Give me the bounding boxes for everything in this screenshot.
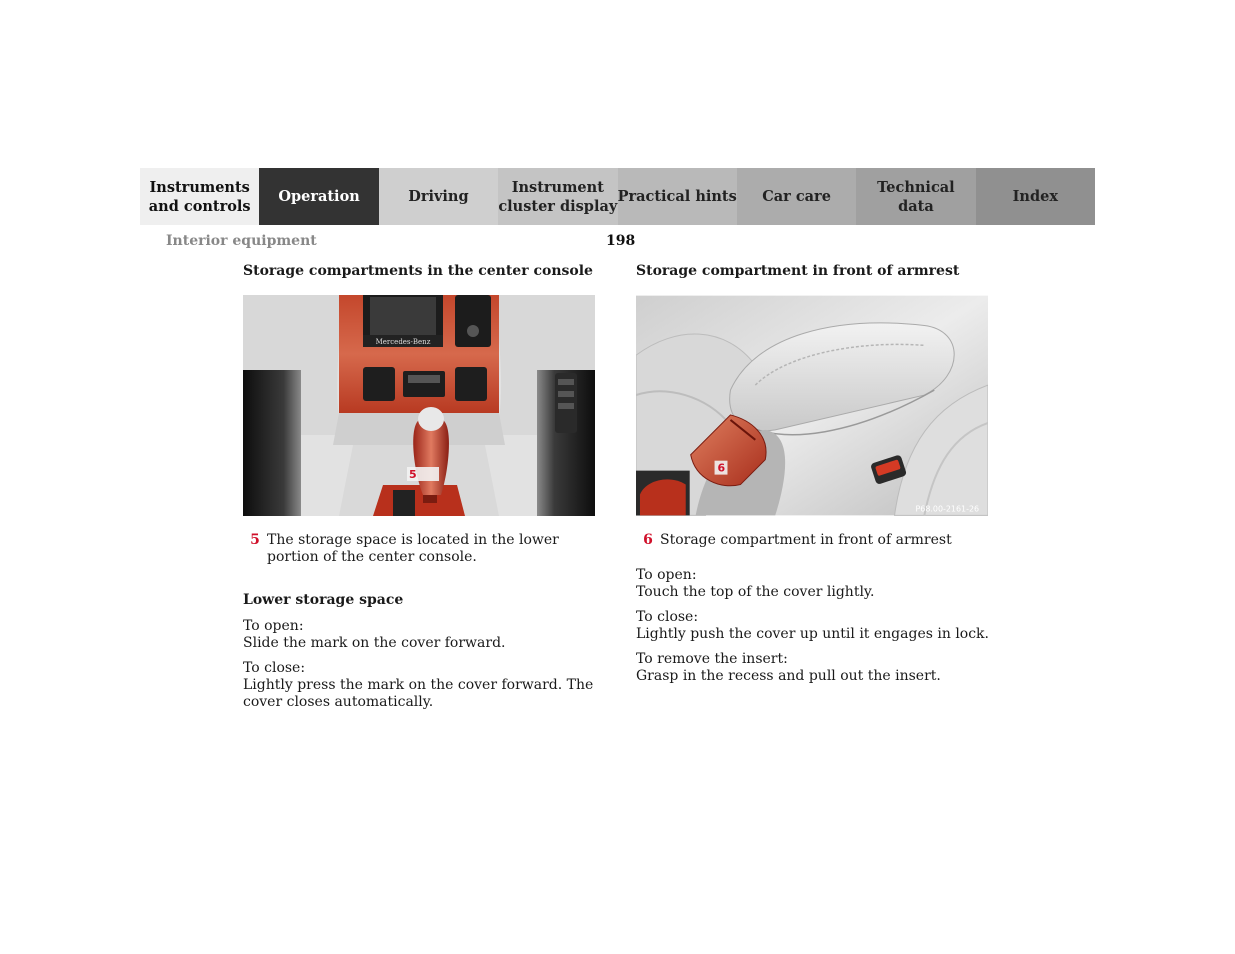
item-6 xyxy=(636,532,990,549)
chapter-nav xyxy=(140,168,1095,225)
armrest-close-label: To close: xyxy=(636,609,699,625)
lower-close-label: To close: xyxy=(243,660,306,676)
center-console-illustration xyxy=(243,295,595,516)
right-column xyxy=(636,263,990,693)
item-5 xyxy=(243,532,597,566)
armrest-illustration xyxy=(636,295,988,516)
center-console-heading: Storage compartments in the center console xyxy=(243,263,593,279)
item-6-number: 6 xyxy=(643,532,653,548)
armrest-open-text: Touch the top of the cover lightly. xyxy=(636,584,875,600)
tab-car-care[interactable]: Car care xyxy=(737,168,856,225)
tab-operation[interactable]: Operation xyxy=(259,168,378,225)
tab-technical-data[interactable]: Technical data xyxy=(856,168,975,225)
lower-open-text: Slide the mark on the cover forward. xyxy=(243,635,506,651)
tab-index[interactable]: Index xyxy=(976,168,1095,225)
tab-driving[interactable]: Driving xyxy=(379,168,498,225)
lower-close-text: Lightly press the mark on the cover forward. The cover closes automatically. xyxy=(243,677,594,710)
lower-open-label: To open: xyxy=(243,618,304,634)
callout-5: 5 xyxy=(409,468,417,481)
left-column xyxy=(243,263,597,719)
page-number: 198 xyxy=(606,233,636,249)
item-5-number: 5 xyxy=(250,532,260,548)
armrest-open-label: To open: xyxy=(636,567,697,583)
lower-storage-heading: Lower storage space xyxy=(243,592,404,608)
section-title: Interior equipment xyxy=(166,233,317,249)
tab-instrument-cluster-display[interactable]: Instrument cluster display xyxy=(498,168,617,225)
armrest-close-text: Lightly push the cover up until it engages in lock. xyxy=(636,626,989,642)
figure-code: P68.00-2161-26 xyxy=(915,504,980,514)
armrest-remove-label: To remove the insert: xyxy=(636,651,788,667)
armrest-heading: Storage compartment in front of armrest xyxy=(636,263,960,279)
tab-practical-hints[interactable]: Practical hints xyxy=(618,168,737,225)
item-6-text: Storage compartment in front of armrest xyxy=(660,532,952,548)
item-5-text: The storage space is located in the lower portion of the center console. xyxy=(267,532,559,565)
tab-instruments-and-controls[interactable]: Instruments and controls xyxy=(140,168,259,225)
mercedes-benz-badge: Mercedes-Benz xyxy=(375,338,431,346)
armrest-remove-text: Grasp in the recess and pull out the insert. xyxy=(636,668,941,684)
callout-6: 6 xyxy=(717,461,726,475)
